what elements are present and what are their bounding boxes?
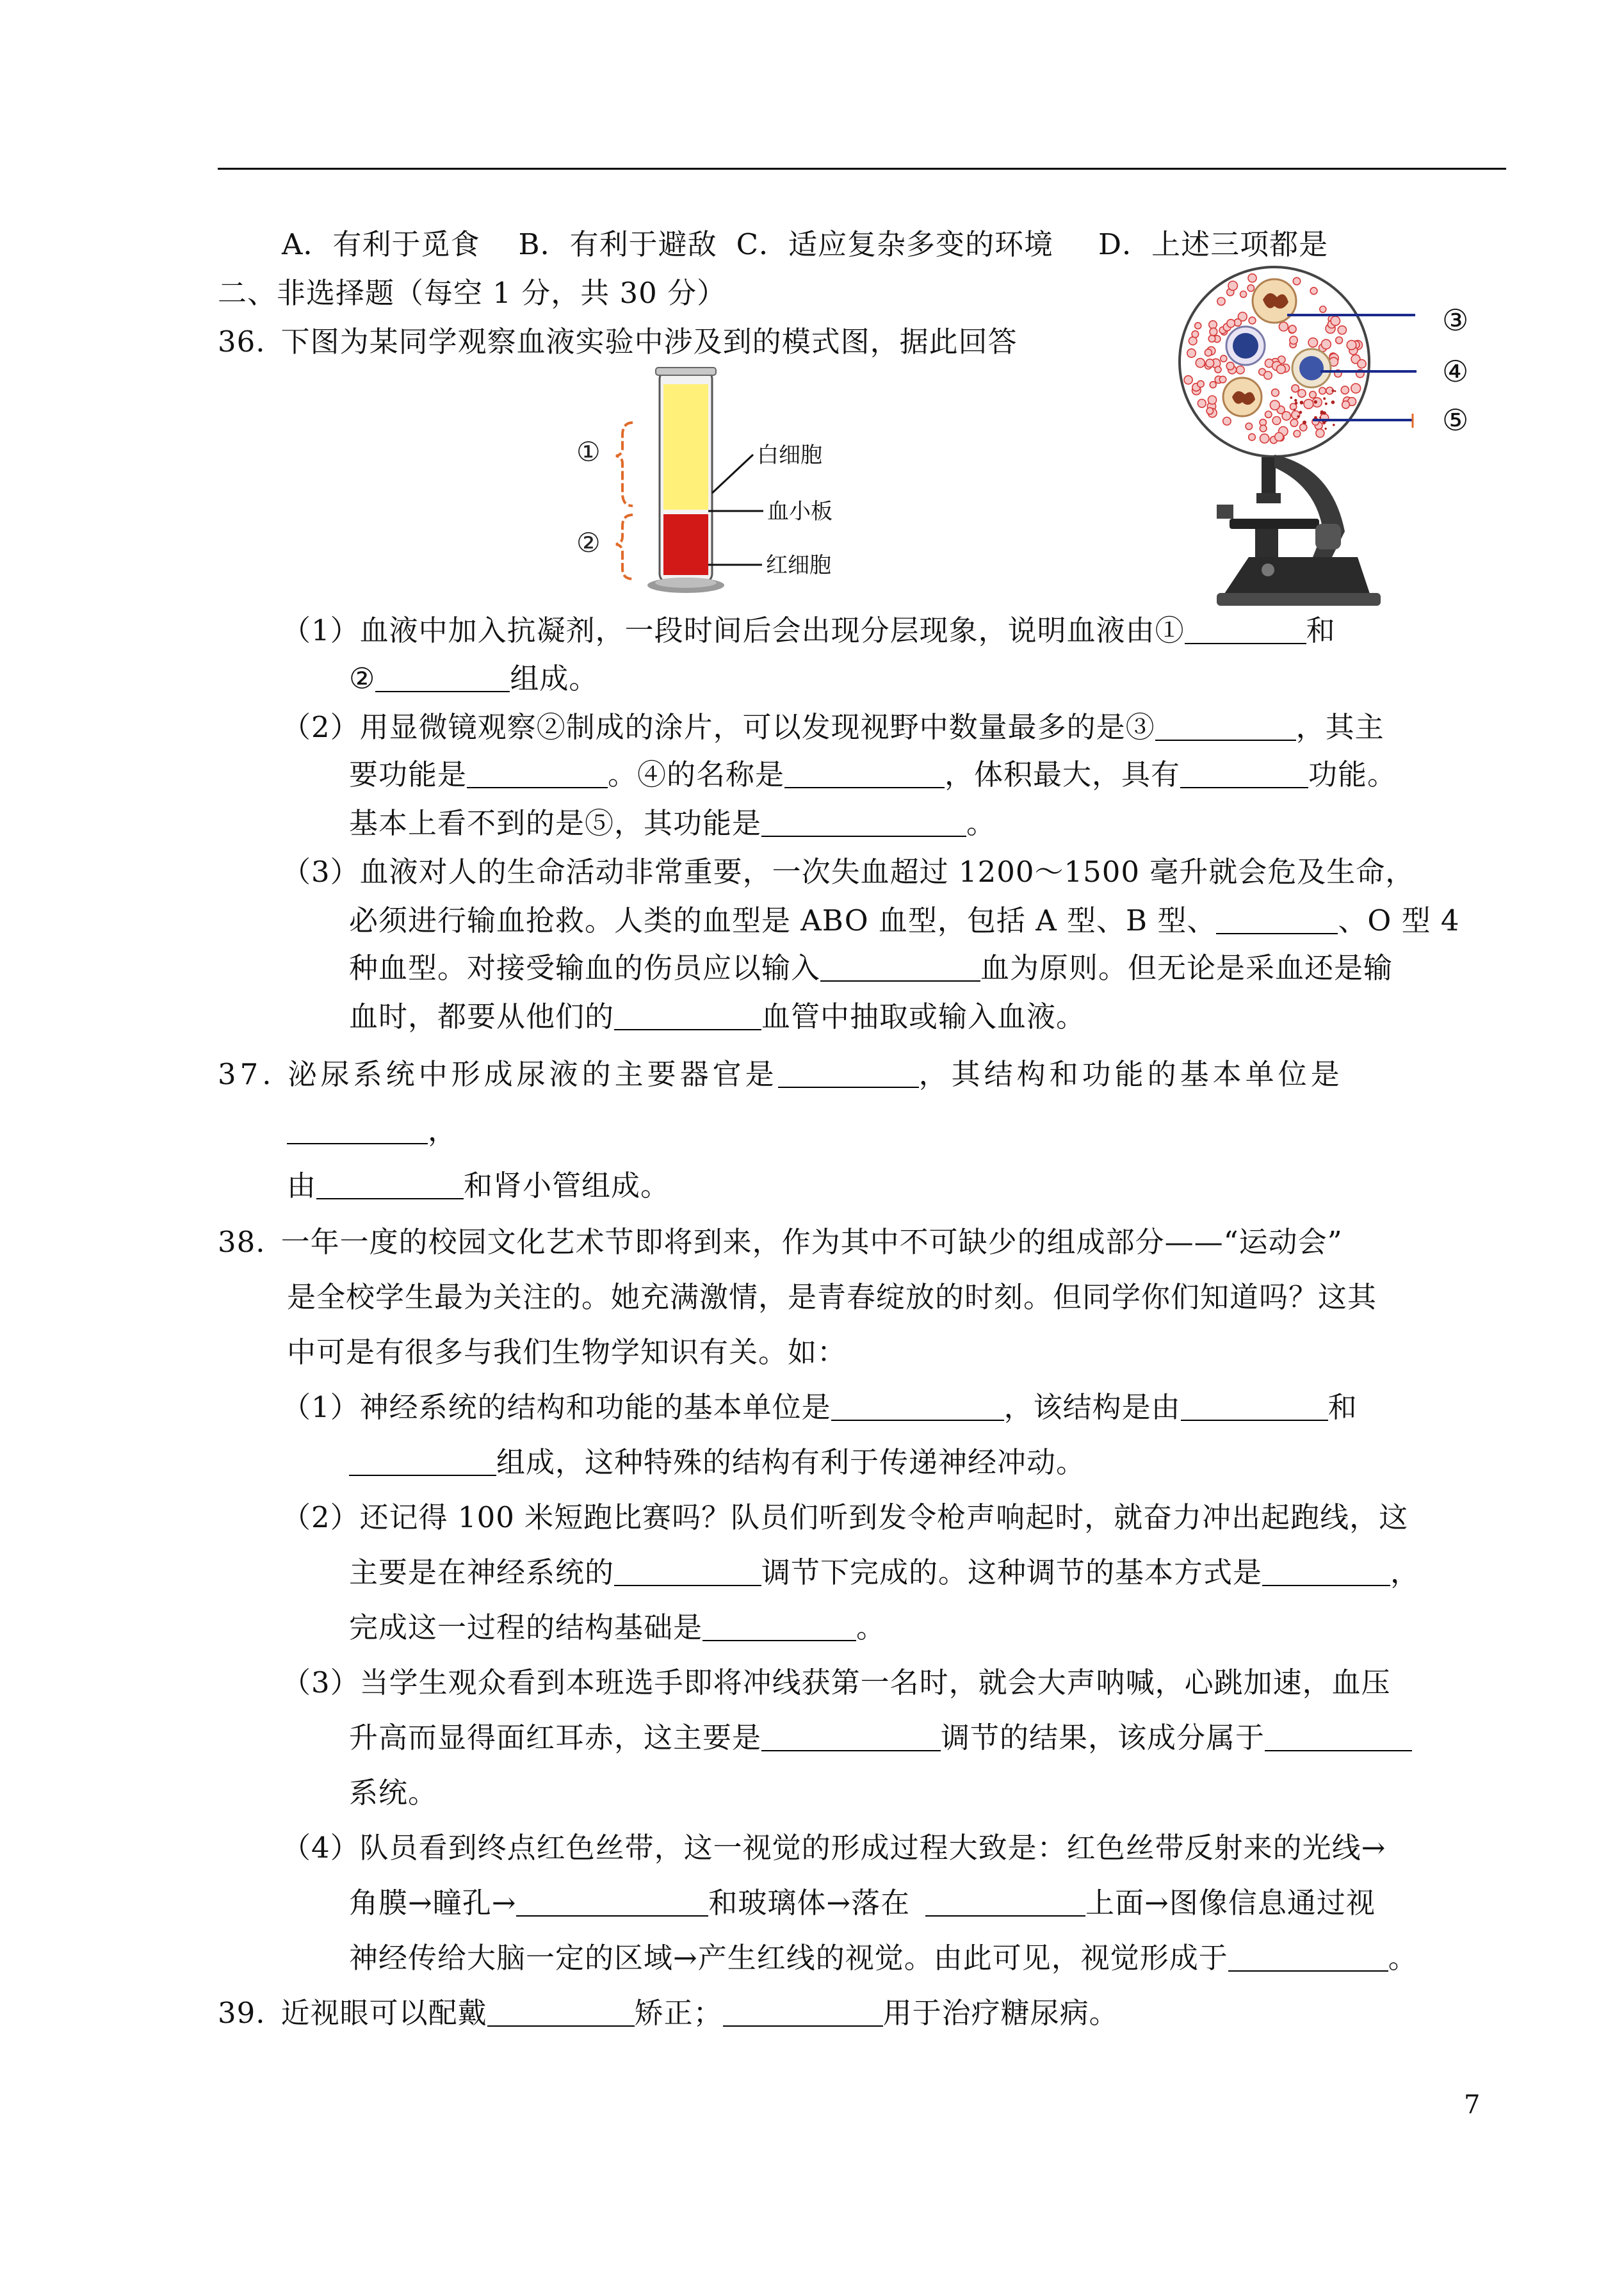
red-blood-cell <box>1270 400 1279 410</box>
red-blood-cell <box>1265 411 1272 418</box>
q36-p3-text-f: 血管中抽取或输入血液。 <box>761 1000 1086 1034</box>
blank-q38-3[interactable] <box>349 1447 496 1476</box>
red-blood-cell <box>1277 365 1286 374</box>
q38-part4-line1: （4）队员看到终点红色丝带，这一视觉的形成过程大致是：红色丝带反射来的光线→ <box>282 1831 1386 1865</box>
blank-q38-2[interactable] <box>1181 1391 1328 1421</box>
q38-p4-text-a: 角膜→瞳孔→ <box>349 1886 517 1920</box>
buffy-coat-layer <box>663 510 708 514</box>
q38-part4-line3 <box>349 1939 1418 1977</box>
microscope-figure <box>1178 263 1511 621</box>
red-blood-cell <box>1275 433 1283 441</box>
red-blood-cell <box>1196 359 1205 368</box>
blood-cell-layer <box>663 512 708 575</box>
blank-q37-1[interactable] <box>778 1058 919 1088</box>
platelet <box>1320 412 1322 414</box>
q39-number: 39. <box>218 1996 266 2030</box>
q38-p4-text-c: 上面→图像信息通过视 <box>1085 1886 1376 1920</box>
q36-p2-text-h: 。 <box>966 806 996 840</box>
red-blood-cell <box>1298 389 1306 397</box>
q38-part2-line1: （2）还记得 100 米短跑比赛吗？队员们听到发令枪声响起时，就奋力冲出起跑线，这 <box>282 1500 1409 1534</box>
q36-part3-line2 <box>349 902 1460 940</box>
q36-p2-text-a: （2）用显微镜观察②制成的涂片，可以发现视野中数量最多的是③ <box>282 710 1155 744</box>
q36-part2-line3 <box>349 804 996 843</box>
q36-part2-line2 <box>349 756 1397 794</box>
q39-text-c: 用于治疗糖尿病。 <box>882 1996 1119 2030</box>
platelet <box>1322 421 1326 425</box>
q38-number: 38. <box>218 1225 266 1259</box>
blood-test-tube-figure <box>564 365 897 602</box>
red-blood-cell <box>1294 430 1301 437</box>
red-blood-cell <box>1260 425 1267 432</box>
page-number: 7 <box>1464 2090 1481 2120</box>
q37-text-a: 泌尿系统中形成尿液的主要器官是 <box>288 1057 778 1091</box>
q38-p2-text-a: 主要是在神经系统的 <box>349 1555 615 1589</box>
label-platelet: 血小板 <box>767 499 832 524</box>
q36-stem: 下图为某同学观察血液实验中涉及到的模式图，据此回答 <box>280 325 1018 359</box>
q39-line <box>218 1994 1119 2032</box>
platelet <box>1324 428 1326 430</box>
red-blood-cell <box>1198 400 1206 408</box>
q36-p1-text-d: 组成。 <box>510 661 599 695</box>
blank-q36-8[interactable] <box>1216 905 1338 934</box>
q36-part3-line4 <box>349 998 1085 1036</box>
platelet <box>1295 401 1298 405</box>
q35-options <box>282 225 1328 264</box>
platelet <box>1314 400 1317 403</box>
blank-q38-7[interactable] <box>761 1722 941 1751</box>
q38-p4-text-e: 。 <box>1388 1941 1418 1975</box>
red-blood-cell <box>1264 371 1272 379</box>
q36-p1-text-b: 和 <box>1306 613 1336 647</box>
q37-line1 <box>218 1055 1344 1094</box>
red-blood-cell <box>1217 298 1225 305</box>
q38-stem-line2: 是全校学生最为关注的。她充满激情，是青春绽放的时刻。但同学你们知道吗？这其 <box>287 1280 1377 1314</box>
red-blood-cell <box>1292 385 1299 393</box>
tube-mark-2: ② <box>576 527 601 558</box>
q38-part2-line2 <box>349 1553 1420 1592</box>
red-blood-cell <box>1192 331 1199 338</box>
platelet <box>1294 399 1297 401</box>
red-blood-cell <box>1293 277 1300 284</box>
bracket-2 <box>616 515 633 579</box>
blank-q36-5[interactable] <box>784 759 945 788</box>
blank-q38-6[interactable] <box>702 1612 856 1641</box>
q38-part1-line2 <box>349 1443 1085 1482</box>
q38-part2-line3 <box>349 1609 886 1647</box>
red-blood-cell <box>1336 337 1343 344</box>
q37-line2 <box>287 1112 457 1150</box>
q36-part1-line1 <box>282 612 1336 650</box>
q38-part3-line2 <box>349 1719 1412 1757</box>
red-blood-cell <box>1221 355 1227 362</box>
q35-option-a: A．有利于觅食 <box>282 227 480 261</box>
red-blood-cell <box>1210 382 1216 388</box>
blank-q38-11[interactable] <box>1228 1942 1388 1972</box>
q36-p2-text-f: 功能。 <box>1308 758 1397 791</box>
platelet <box>1299 411 1303 414</box>
q36-p2-text-g: 基本上看不到的是⑤，其功能是 <box>349 806 762 840</box>
blank-q39-2[interactable] <box>723 1997 883 2027</box>
q38-stem-line3: 中可是有很多与我们生物学知识有关。如： <box>287 1335 847 1369</box>
red-blood-cell <box>1316 429 1324 437</box>
q38-stem-line1 <box>218 1223 1343 1261</box>
red-blood-cell <box>1338 326 1346 334</box>
q36-p3-text-b: 、O 型 4 <box>1338 904 1460 937</box>
platelet <box>1297 416 1299 418</box>
red-blood-cell <box>1292 411 1300 419</box>
q38-p2-text-c: ， <box>1390 1555 1420 1589</box>
q38-p4-text-d: 神经传给大脑一定的区域→产生红线的视觉。由此可见，视觉形成于 <box>349 1941 1228 1975</box>
blank-q38-1[interactable] <box>831 1391 1004 1421</box>
red-blood-cell <box>1249 434 1256 441</box>
platelet <box>1334 390 1336 392</box>
bracket-1 <box>616 423 633 506</box>
micro-mark-5: ⑤ <box>1442 403 1469 437</box>
red-blood-cell <box>1310 288 1317 295</box>
label-wbc: 白细胞 <box>757 442 822 468</box>
blank-q36-4[interactable] <box>467 759 608 788</box>
q38-p2-text-e: 。 <box>856 1610 886 1644</box>
q37-text-e: 和肾小管组成。 <box>464 1169 670 1203</box>
q38-p3-text-b: 调节的结果，该成分属于 <box>941 1721 1265 1755</box>
blank-q36-3[interactable] <box>1155 711 1296 741</box>
q35-option-c: C．适应复杂多变的环境 <box>736 227 1054 261</box>
blank-q36-7[interactable] <box>761 807 966 837</box>
blank-q36-1[interactable] <box>1185 615 1306 644</box>
label-rbc: 红细胞 <box>766 553 831 578</box>
red-blood-cell <box>1358 360 1366 368</box>
q39-text-a: 近视眼可以配戴 <box>280 1996 487 2030</box>
red-blood-cell <box>1195 323 1201 329</box>
red-blood-cell <box>1310 391 1317 398</box>
micro-mark-4: ④ <box>1442 354 1469 389</box>
red-blood-cell <box>1347 341 1356 350</box>
red-blood-cell <box>1215 366 1221 373</box>
blank-q36-6[interactable] <box>1180 759 1308 788</box>
q38-p2-text-d: 完成这一过程的结构基础是 <box>349 1610 703 1644</box>
red-blood-cell <box>1237 366 1244 374</box>
q38-part3-line3: 系统。 <box>349 1776 438 1810</box>
red-blood-cell <box>1300 424 1307 431</box>
q39-text-b: 矫正； <box>634 1996 723 2030</box>
red-blood-cell <box>1226 362 1234 370</box>
q38-part4-line2 <box>349 1884 1376 1922</box>
blank-q36-9[interactable] <box>820 952 980 982</box>
q36-part2-line1 <box>282 708 1384 747</box>
red-blood-cell <box>1246 423 1252 430</box>
q36-p2-text-e: ，体积最大，具有 <box>945 758 1181 791</box>
q36-p1-text-a: （1）血液中加入抗凝剂，一段时间后会出现分层现象，说明血液由① <box>282 613 1185 647</box>
red-blood-cell <box>1290 336 1297 344</box>
header-rule <box>218 168 1506 170</box>
platelet <box>1333 424 1335 426</box>
blank-q38-5[interactable] <box>1262 1557 1390 1586</box>
q38-p4-text-b: 和玻璃体→落在 <box>708 1886 911 1920</box>
section2-title: 二、非选择题（每空 1 分，共 30 分） <box>218 276 727 310</box>
q36-p2-text-c: 要功能是 <box>349 758 467 791</box>
red-blood-cell <box>1205 349 1212 356</box>
q37-text-b: ，其结构和功能的基本单位是 <box>918 1057 1344 1091</box>
q38-p3-text-a: 升高而显得面红耳赤，这主要是 <box>349 1721 762 1755</box>
red-blood-cell <box>1240 291 1247 298</box>
red-blood-cell <box>1304 400 1313 409</box>
q37-line3 <box>287 1167 670 1205</box>
red-blood-cell <box>1210 328 1217 336</box>
red-blood-cell <box>1187 349 1196 357</box>
red-blood-cell <box>1198 380 1204 387</box>
red-blood-cell <box>1228 281 1237 290</box>
q36-p2-text-d: 。④的名称是 <box>608 758 785 791</box>
red-blood-cell <box>1208 396 1216 404</box>
red-blood-cell <box>1219 376 1226 382</box>
blank-q39-1[interactable] <box>487 1997 635 2027</box>
red-blood-cell <box>1184 376 1192 384</box>
red-blood-cell <box>1248 274 1256 282</box>
q37-number: 37. <box>218 1057 275 1091</box>
blank-q38-4[interactable] <box>614 1557 761 1586</box>
red-blood-cell <box>1249 317 1256 324</box>
red-blood-cell <box>1331 316 1340 325</box>
microscope-icon <box>1217 455 1381 606</box>
red-blood-cell <box>1320 306 1326 312</box>
blank-q37-2[interactable] <box>287 1115 428 1144</box>
red-blood-cell <box>1341 386 1349 394</box>
tube-mark-1: ① <box>576 436 601 467</box>
blank-q36-10[interactable] <box>614 1001 761 1030</box>
platelet <box>1303 421 1306 425</box>
q38-p1-text-b: ，该结构是由 <box>1003 1390 1181 1424</box>
red-blood-cell <box>1319 387 1326 394</box>
q36-part1-line2 <box>349 660 598 698</box>
blank-q38-8[interactable] <box>1265 1722 1412 1751</box>
blank-q38-9[interactable] <box>516 1887 708 1917</box>
q36-p3-text-d: 血为原则。但无论是采血还是输 <box>980 951 1393 985</box>
red-blood-cell <box>1272 389 1279 396</box>
red-blood-cell <box>1272 417 1281 425</box>
q36-part3-line3 <box>349 949 1393 987</box>
plasma-layer <box>663 384 708 512</box>
q36-p3-text-a: 必须进行输血抢救。人类的血型是 ABO 血型，包括 A 型、B 型、 <box>349 904 1217 937</box>
red-blood-cell <box>1227 320 1235 327</box>
red-blood-cell <box>1279 322 1288 331</box>
micro-mark-3: ③ <box>1442 303 1469 337</box>
q37-text-d: 由 <box>287 1169 317 1203</box>
blank-q38-10[interactable] <box>925 1887 1085 1917</box>
q36-p2-text-b: ，其主 <box>1295 710 1384 744</box>
platelet <box>1300 401 1304 405</box>
q36-number: 36. <box>218 325 266 359</box>
platelet <box>1325 402 1328 405</box>
q38-part1-line1 <box>282 1388 1358 1427</box>
red-blood-cell <box>1247 285 1254 291</box>
platelet <box>1331 400 1335 404</box>
red-blood-cell <box>1288 325 1296 333</box>
red-blood-cell <box>1208 336 1215 343</box>
blank-q37-3[interactable] <box>316 1170 464 1199</box>
platelet <box>1319 417 1321 419</box>
platelet <box>1332 389 1335 392</box>
red-blood-cell <box>1189 337 1197 345</box>
q38-p1-text-a: （1）神经系统的结构和功能的基本单位是 <box>282 1390 831 1424</box>
red-blood-cell <box>1260 434 1269 443</box>
red-blood-cell <box>1206 408 1213 414</box>
red-blood-cell <box>1342 401 1350 409</box>
red-blood-cell <box>1308 338 1317 347</box>
q36-p3-text-e: 血时，都要从他们的 <box>349 1000 615 1034</box>
red-blood-cell <box>1351 384 1361 393</box>
q36-part3-line1: （3）血液对人的生命活动非常重要，一次失血超过 1200～1500 毫升就会危及生命， <box>282 855 1415 889</box>
red-blood-cell <box>1290 419 1298 427</box>
platelet <box>1323 398 1326 400</box>
red-blood-cell <box>1321 339 1331 349</box>
q36-p1-text-c: ② <box>349 661 376 695</box>
q35-option-b: B．有利于避敌 <box>518 227 717 261</box>
red-blood-cell <box>1206 359 1214 368</box>
q37-text-c: ， <box>428 1114 458 1148</box>
q38-p2-text-b: 调节下完成的。这种调节的基本方式是 <box>761 1555 1263 1589</box>
blank-q36-2[interactable] <box>375 663 510 692</box>
q35-option-d: D．上述三项都是 <box>1098 227 1329 261</box>
q36-p3-text-c: 种血型。对接受输血的伤员应以输入 <box>349 951 821 985</box>
platelet <box>1290 396 1292 399</box>
q38-p1-text-c: 和 <box>1328 1390 1358 1424</box>
q36-stem-line <box>218 323 1018 361</box>
q38-part3-line1: （3）当学生观众看到本班选手即将冲线获第一名时，就会大声呐喊，心跳加速，血压 <box>282 1666 1391 1699</box>
q38-stem-text-1: 一年一度的校园文化艺术节即将到来，作为其中不可缺少的组成部分——“运动会” <box>280 1225 1343 1259</box>
q38-p1-text-d: 组成，这种特殊的结构有利于传递神经冲动。 <box>496 1445 1086 1479</box>
red-blood-cell <box>1223 418 1231 425</box>
red-blood-cell <box>1209 321 1217 328</box>
platelet <box>1294 409 1295 410</box>
